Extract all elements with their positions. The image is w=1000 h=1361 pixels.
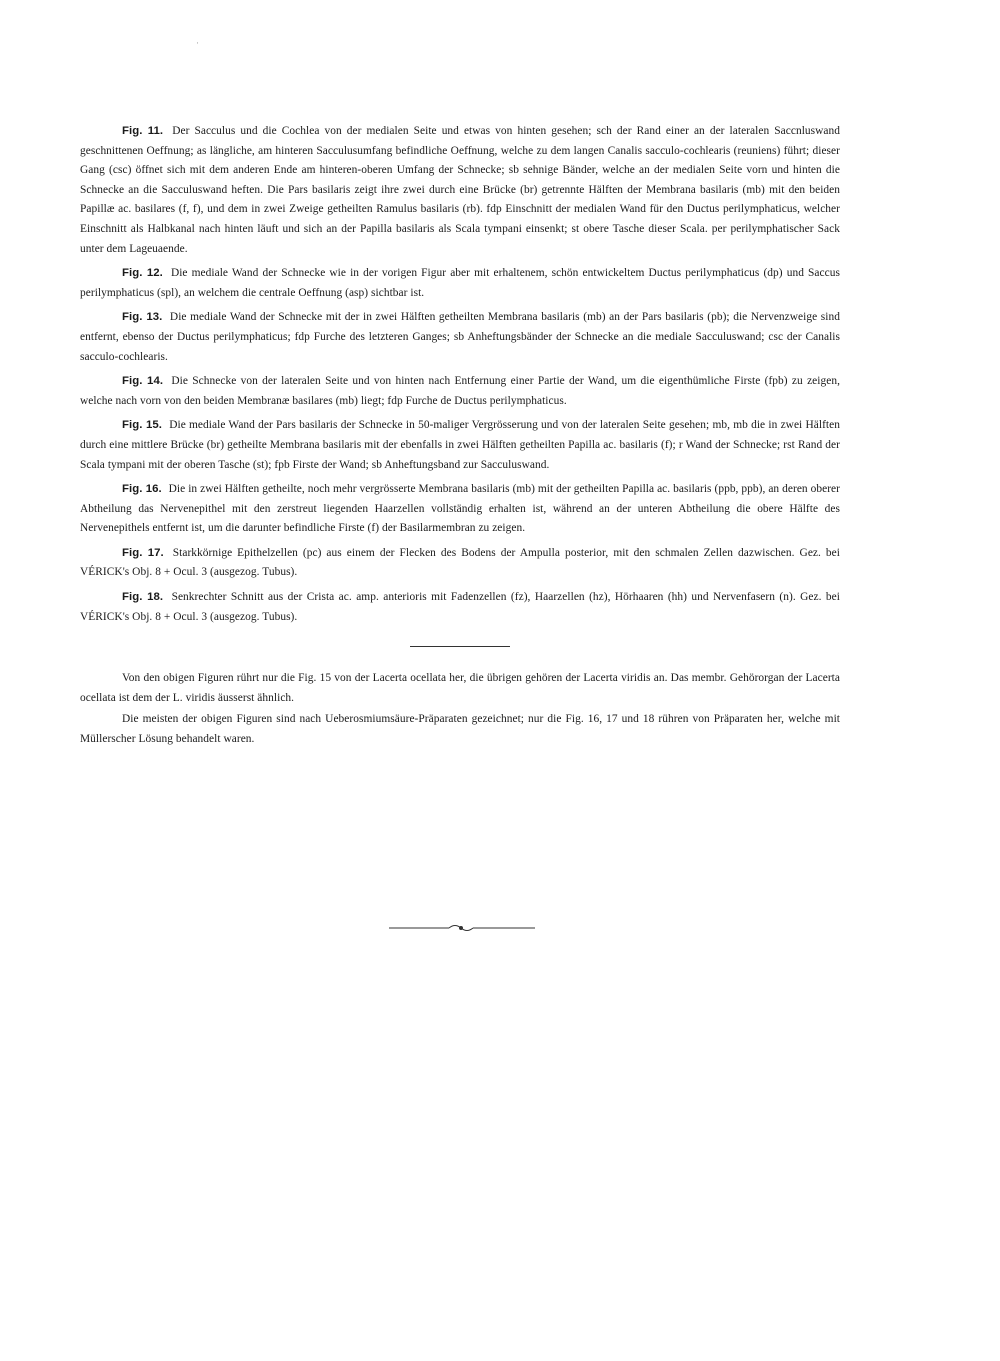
paper-speck: · bbox=[196, 38, 199, 48]
note-paragraph: Von den obigen Figuren rührt nur die Fig. 15 von der Lacerta ocellata her, die übrigen gehören der Lacerta viridis an. Das membr. Gehörorgan der Lacerta ocellata ist dem der L. viridis äusserst ähnlich. bbox=[80, 672, 840, 704]
figure-caption-13 bbox=[80, 308, 840, 367]
figure-caption-11 bbox=[80, 122, 840, 259]
figure-caption-text: Starkkörnige Epithelzellen (pc) aus einem der Flecken des Bodens der Ampulla posterior, mit den schmalen Zellen dazwischen. Gez. bei VÉRICK's Obj. 8 + Ocul. 3 (ausgezog. Tubus). bbox=[80, 546, 840, 579]
page-body bbox=[80, 122, 840, 752]
end-ornament bbox=[387, 920, 537, 936]
figure-label: Fig. 16. bbox=[122, 483, 162, 496]
figure-caption-text: Die mediale Wand der Schnecke mit der in zwei Hälften getheilten Membrana basilaris (mb) an der Pars basilaris (pb); die Nervenzweige sind entfernt, ebenso der Ductus perilymphaticus; fdp Furche des letzteren Ganges; sb Anheftungsbänder der Schnecke an die mediale Sacculuswand; csc der Canalis sacculo-cochlearis. bbox=[80, 311, 840, 363]
figure-caption-15 bbox=[80, 416, 840, 475]
figure-caption-text: Die mediale Wand der Pars basilaris der Schnecke in 50-maliger Vergrösserung und von der lateralen Seite gesehen; mb, mb die in zwei Hälften durch eine mittlere Brücke (br) getheilte Membrana basilaris mit der ebenfalls in zwei Hälften getheilten Papilla ac. basilaris (f); r Wand der Schnecke; rst Rand der Scala tympani mit der oberen Tasche (st); fpb Firste der Wand; sb Anheftungsband zur Sacculuswand. bbox=[80, 419, 840, 471]
figure-label: Fig. 15. bbox=[122, 419, 162, 432]
figure-label: Fig. 18. bbox=[122, 591, 164, 604]
figure-caption-text: Die in zwei Hälften getheilte, noch mehr vergrösserte Membrana basilaris (mb) mit der getheilten Papilla ac. basilaris (ppb, ppb), an deren oberer Abtheilung das Nervenepithel mit den zerstreut liegenden Haarzellen vollständig erhalten ist, während an der unteren Abtheilung die obere Hälfte des Nervenepithels entfernt ist, um die darunter befindliche Firste (f) der Basilarmembran zu zeigen. bbox=[80, 483, 840, 535]
figure-caption-text: Senkrechter Schnitt aus der Crista ac. amp. anterioris mit Fadenzellen (fz), Haarzellen (hz), Hörhaaren (hh) und Nervenfasern (n). Gez. bei VÉRICK's Obj. 8 + Ocul. 3 (ausgezog. Tubus). bbox=[80, 591, 840, 623]
figure-caption-text: Die mediale Wand der Schnecke wie in der vorigen Figur aber mit erhaltenem, schön entwickeltem Ductus perilymphaticus (dp) und Saccus perilymphaticus (spl), an welchem die centrale Oeffnung (asp) sichtbar ist. bbox=[80, 267, 840, 299]
section-divider bbox=[410, 646, 510, 647]
figure-caption-17 bbox=[80, 544, 840, 583]
note-paragraph: Die meisten der obigen Figuren sind nach Ueberosmiumsäure-Präparaten gezeichnet; nur die Fig. 16, 17 und 18 rühren von Präparaten her, welche mit Müllerscher Lösung behandelt waren. bbox=[80, 713, 840, 746]
figure-caption-text: Die Schnecke von der lateralen Seite und von hinten nach Entfernung einer Partie der Wand, um die eigenthümliche Firste (fpb) zu zeigen, welche nach vorn von den beiden Membranæ basilares (mb) liegt; fdp Furche de Ductus perilymphaticus. bbox=[80, 375, 840, 407]
figure-caption-text: Der Sacculus und die Cochlea von der medialen Seite und etwas von hinten gesehen; sch der Rand einer an der lateralen Saccnluswand geschnittenen Oeffnung; as längliche, am hinteren Sacculusumfang befindliche Oeffnung, welche zu dem langen Canalis sacculo-cochlearis (reuniens) führt; dieser Gang (csc) öffnet sich mit dem anderen Ende am hinteren-oberen Umfang der Schnecke; sb sehnige Bänder, welche an der medialen Seite vorn und hinten die Schnecke an die Sacculuswand heften. Die Pars basilaris zeigt ihre zwei durch eine Brücke (br) getrennte Hälften der Membrana basilaris (mb) mit den beiden Papillæ ac. basilares (f, f), und dem in zwei Zweige getheilten Ramulus basilaris (rb). fdp Einschnitt der medialen Wand für den Ductus perilymphaticus, welcher Einschnitt als Halbkanal nach hinten läuft und sich an der Papilla basilaris als Scala tympani einsenkt; st obere Tasche dieser Scala. per perilymphatischer Sack unter dem Lageuaende. bbox=[80, 125, 841, 255]
figure-caption-18 bbox=[80, 588, 840, 627]
figure-caption-14 bbox=[80, 372, 840, 411]
figure-caption-12 bbox=[80, 264, 840, 303]
figure-label: Fig. 14. bbox=[122, 375, 164, 388]
figure-label: Fig. 12. bbox=[122, 267, 163, 280]
figure-label: Fig. 11. bbox=[122, 125, 164, 137]
closing-notes bbox=[80, 669, 840, 749]
figure-label: Fig. 13. bbox=[122, 311, 163, 324]
figure-caption-16 bbox=[80, 480, 840, 539]
figure-label: Fig. 17. bbox=[122, 546, 164, 559]
